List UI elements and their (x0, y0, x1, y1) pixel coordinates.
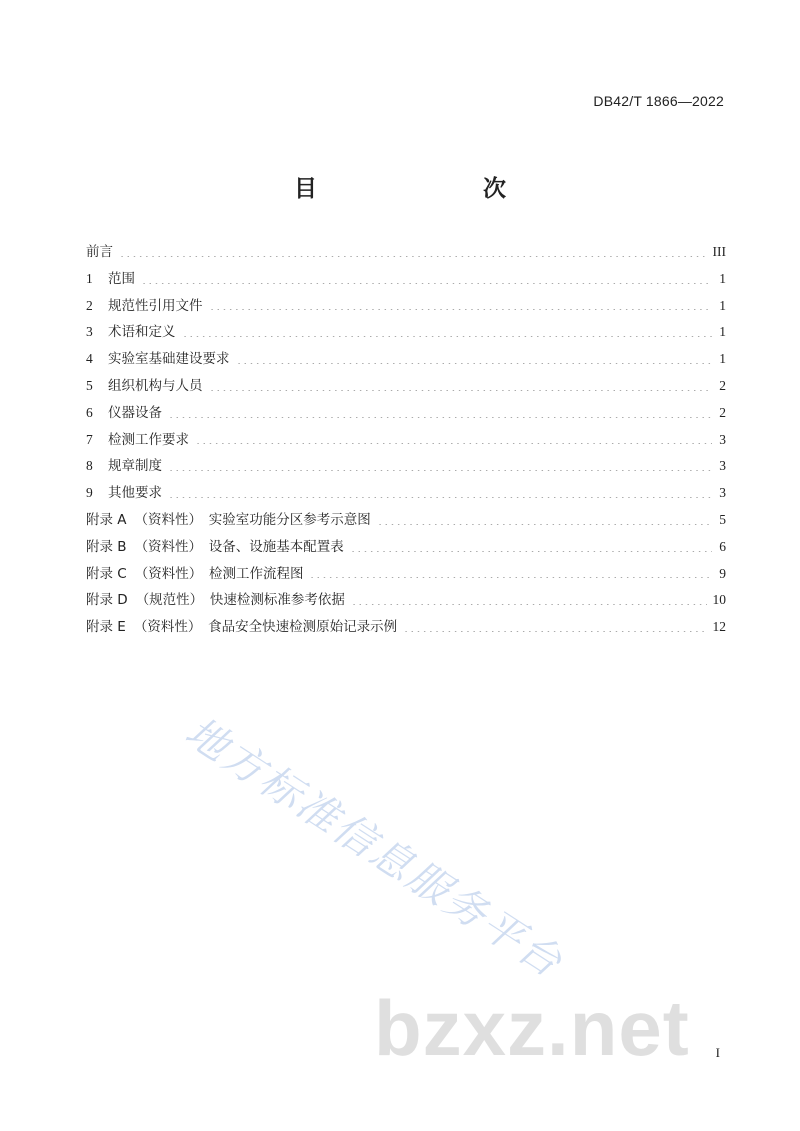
toc-entry-number: 附录 A (86, 511, 127, 528)
toc-entry[interactable] (86, 454, 726, 481)
toc-entry-label-group (86, 267, 135, 287)
toc-entry[interactable] (86, 347, 726, 374)
toc-entry-number: 4 (86, 351, 93, 367)
toc-entry-page: 2 (719, 377, 726, 393)
toc-leader-dots (209, 390, 713, 391)
toc-entry-number: 6 (86, 404, 93, 420)
toc-entry-title: （资料性） 检测工作流程图 (134, 565, 304, 582)
toc-leader-dots (168, 417, 712, 418)
toc-entry-number: 1 (86, 270, 93, 286)
toc-entry-title: （资料性） 实验室功能分区参考示意图 (134, 511, 371, 528)
toc-entry-number: 8 (86, 458, 93, 474)
toc-entry-label-group (86, 615, 397, 635)
toc-entry-label-group (86, 347, 230, 367)
toc-entry[interactable] (86, 588, 726, 615)
toc-entry-label-group (86, 588, 345, 608)
toc-entry[interactable] (86, 374, 726, 401)
toc-entry[interactable] (86, 320, 726, 347)
toc-entry-title: （规范性） 快速检测标准参考依据 (135, 592, 345, 609)
toc-entry[interactable] (86, 481, 726, 508)
toc-leader-dots (168, 470, 712, 471)
toc-entry-label-group (86, 240, 113, 260)
toc-entry[interactable] (86, 240, 726, 267)
toc-entry-page: 3 (719, 431, 726, 447)
toc-entry-label-group (86, 374, 203, 394)
toc-entry-title: （资料性） 食品安全快速检测原始记录示例 (133, 619, 398, 636)
toc-leader-dots (351, 604, 707, 605)
watermark-text-cn: 地方标准信息服务平台 (176, 707, 573, 988)
toc-entry[interactable] (86, 294, 726, 321)
toc-entry-title: 组织机构与人员 (108, 377, 203, 394)
toc-entry-label-group (86, 454, 162, 474)
toc-entry-page: 3 (719, 485, 726, 501)
toc-entry-title: 规范性引用文件 (108, 297, 203, 314)
toc-entry[interactable] (86, 562, 726, 589)
toc-entry-label-group (86, 294, 203, 314)
toc-entry[interactable] (86, 428, 726, 455)
toc-entry-page: 1 (719, 324, 726, 340)
toc-entry-title: 仪器设备 (108, 404, 162, 421)
toc-entry-page: 1 (719, 297, 726, 313)
toc-entry-label-group (86, 320, 176, 340)
toc-entry-title: 实验室基础建设要求 (108, 351, 230, 368)
toc-entry-label-group (86, 428, 189, 448)
table-of-contents (86, 240, 726, 642)
toc-entry-page: 10 (712, 592, 726, 608)
toc-entry-number: 3 (86, 324, 93, 340)
toc-entry-page: 9 (719, 565, 726, 581)
toc-entry-label-group (86, 562, 303, 582)
toc-entry-title: 术语和定义 (108, 324, 176, 341)
toc-entry-number: 5 (86, 377, 93, 393)
toc-entry[interactable] (86, 508, 726, 535)
toc-entry-title: 前言 (86, 244, 113, 260)
toc-entry-page: 12 (712, 619, 726, 635)
toc-leader-dots (377, 524, 712, 525)
toc-entry-number: 2 (86, 297, 93, 313)
toc-leader-dots (182, 336, 713, 337)
toc-entry-page: 5 (719, 511, 726, 527)
toc-leader-dots (236, 363, 713, 364)
toc-entry-title: 其他要求 (108, 485, 162, 502)
standard-code: DB42/T 1866—2022 (593, 93, 724, 109)
toc-entry-label-group (86, 508, 371, 528)
toc-leader-dots (209, 309, 713, 310)
toc-leader-dots (195, 443, 712, 444)
toc-leader-dots (119, 256, 707, 257)
toc-entry-label-group (86, 481, 162, 501)
toc-entry-title: （资料性） 设备、设施基本配置表 (134, 538, 344, 555)
toc-entry[interactable] (86, 615, 726, 642)
toc-entry-title: 检测工作要求 (108, 431, 189, 448)
toc-entry-label-group (86, 535, 344, 555)
toc-leader-dots (309, 577, 712, 578)
toc-entry-page: III (712, 244, 726, 259)
toc-leader-dots (403, 631, 706, 632)
toc-entry-number: 附录 B (86, 538, 127, 555)
toc-entry-page: 1 (719, 351, 726, 367)
toc-entry-page: 6 (719, 538, 726, 554)
watermark-text-en: bzxz.net (374, 984, 690, 1072)
toc-leader-dots (141, 283, 712, 284)
toc-entry-page: 2 (719, 404, 726, 420)
toc-entry[interactable] (86, 535, 726, 562)
toc-entry-number: 附录 D (86, 592, 128, 609)
toc-entry[interactable] (86, 401, 726, 428)
toc-leader-dots (168, 497, 712, 498)
page-number: I (715, 1045, 720, 1060)
toc-entry-label-group (86, 401, 162, 421)
toc-entry-title: 规章制度 (108, 458, 162, 475)
toc-entry-page: 1 (719, 270, 726, 286)
page-title: 目 次 (294, 176, 546, 202)
toc-entry-number: 附录 E (86, 619, 126, 636)
toc-entry[interactable] (86, 267, 726, 294)
toc-entry-number: 7 (86, 431, 93, 447)
toc-entry-page: 3 (719, 458, 726, 474)
toc-entry-title: 范围 (108, 270, 135, 287)
toc-entry-number: 附录 C (86, 565, 127, 582)
toc-leader-dots (350, 551, 712, 552)
toc-entry-number: 9 (86, 485, 93, 501)
